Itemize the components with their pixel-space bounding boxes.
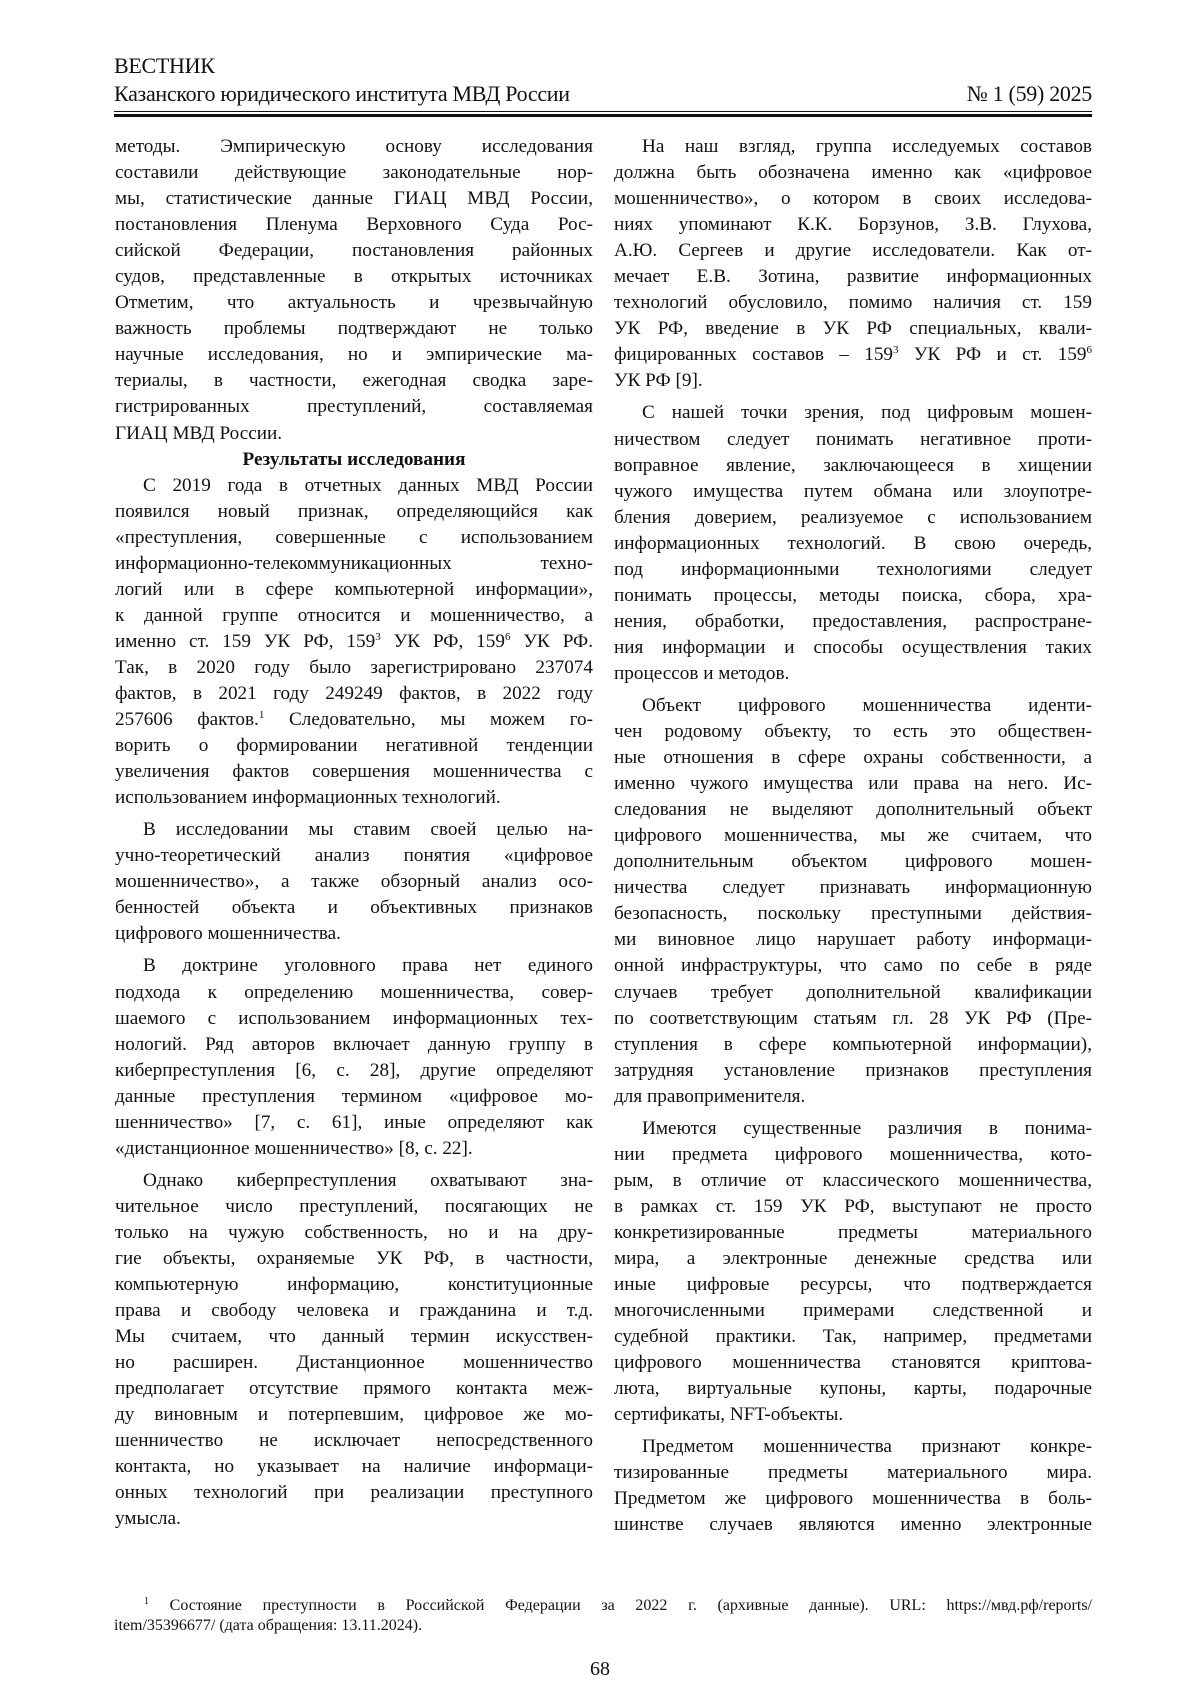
text-fragment: именно ст. 159 УК РФ, 159 — [115, 630, 376, 652]
superscript: 3 — [893, 344, 899, 357]
text-fragment: УК РФ и ст. 159 — [898, 344, 1087, 366]
text-line: затрудняя установление признаков преступления — [614, 1059, 1092, 1081]
text-line: гистрированных преступлений, составляемая — [115, 396, 593, 418]
text-fragment: УК РФ. — [510, 630, 593, 652]
footnote-line: item/35396677/ (дата обращения: 13.11.2024). — [114, 1617, 423, 1634]
paragraph-subject-of-fraud — [614, 1434, 1092, 1538]
text-line: конкретизированные предметы материального — [614, 1221, 1092, 1243]
text-line: должна быть обозначена именно как «цифровое — [614, 162, 1092, 184]
text-line: фактов, в 2021 году 249249 фактов, в 2022 году — [115, 682, 593, 704]
text-line: ниях упоминают К.К. Борзунов, З.В. Глухова, — [614, 214, 1092, 236]
footnote-marker: 1 — [144, 1596, 149, 1607]
text-line: ничества следует признавать информационную — [614, 877, 1092, 899]
text-line: дополнительным объектом цифрового мошен- — [614, 851, 1092, 873]
section-heading-results: Результаты исследования — [242, 448, 466, 470]
paragraph-statistics — [115, 473, 593, 812]
text-line: УК РФ, введение в УК РФ специальных, квали- — [614, 318, 1092, 340]
text-line: ные отношения в сфере охраны собственности, а — [614, 747, 1092, 769]
text-line: учно-теоретический анализ понятия «цифровое — [115, 845, 593, 867]
text-line: чительное число преступлений, посягающих не — [115, 1195, 593, 1217]
paragraph-object — [614, 693, 1092, 1110]
text-line: На наш взгляд, группа исследуемых составов — [642, 136, 1092, 157]
text-fragment: Следовательно, мы можем го- — [264, 709, 593, 731]
text-line: чен родовому объекту, то есть это обществен- — [614, 721, 1092, 743]
text-line: чужого имущества путем обмана или злоупотре- — [614, 480, 1092, 502]
text-line: воправное явление, заключающееся в хищении — [614, 454, 1092, 476]
text-line: мы, статистические данные ГИАЦ МВД России, — [115, 188, 593, 210]
text-line: появился новый признак, определяющийся как — [115, 500, 593, 522]
text-line: научные исследования, но и эмпирические ма- — [115, 344, 593, 366]
text-line: по соответствующим статьям гл. 28 УК РФ (Пре- — [614, 1007, 1092, 1029]
text-line: права и свободу человека и гражданина и т.д. — [115, 1300, 593, 1322]
text-line: В доктрине уголовного права нет единого — [143, 955, 593, 977]
text-line: Имеются существенные различия в понима- — [642, 1117, 1092, 1139]
text-line: безопасность, поскольку преступными действия- — [614, 903, 1092, 925]
paragraph-digital-fraud-term — [614, 134, 1092, 394]
text-line: цифрового мошенничества, мы же считаем, что — [614, 825, 1092, 847]
text-line: следования не выделяют дополнительный объект — [614, 799, 1092, 821]
text-line: информационно-телекоммуникационных техно- — [115, 552, 593, 574]
header-rule-thin — [114, 111, 1092, 112]
text-line: для правоприменителя. — [614, 1085, 806, 1107]
journal-subtitle-row — [114, 80, 1092, 108]
text-line: онной инфраструктуры, что само по себе в ряде — [614, 955, 1092, 977]
text-line: но расширен. Дистанционное мошенничество — [115, 1352, 593, 1374]
text-line: ми виновное лицо нарушает работу информаци- — [614, 929, 1092, 951]
text-line: Объект цифрового мошенничества иденти- — [642, 694, 1092, 716]
text-line: случаев требует дополнительной квалификации — [614, 981, 1092, 1003]
text-line: технологий обусловило, помимо наличия ст. 159 — [614, 292, 1092, 314]
left-column — [115, 134, 593, 1532]
text-line: только на чужую собственность, но и на дру- — [115, 1221, 593, 1243]
text-line: компьютерную информацию, конституционные — [115, 1274, 593, 1296]
text-line: судов, представленные в открытых источниках — [115, 266, 593, 288]
paragraph-definition — [614, 400, 1092, 687]
text-line: многочисленными примерами следственной и — [614, 1300, 1092, 1322]
journal-subtitle: Казанского юридического института МВД России — [114, 81, 570, 106]
text-line: териалы, в частности, ежегодная сводка заре- — [115, 370, 593, 392]
text-line: нения, обработки, предоставления, распростране- — [614, 610, 1092, 632]
text-line: гие объекты, охраняемые УК РФ, в частности, — [115, 1247, 593, 1269]
text-line: шенничество» [7, с. 61], иные определяют как — [115, 1111, 593, 1133]
text-line: Предметом мошенничества признают конкре- — [642, 1436, 1092, 1458]
text-line: ворить о формировании негативной тенденции — [115, 735, 593, 757]
text-line: ступления в сфере компьютерной информации), — [614, 1033, 1092, 1055]
text-line: ничеством следует понимать негативное проти- — [614, 428, 1092, 450]
superscript: 6 — [504, 630, 511, 643]
text-line: мечает Е.В. Зотина, развитие информационных — [614, 266, 1092, 288]
text-line: Предметом же цифрового мошенничества в боль- — [614, 1488, 1092, 1510]
text-line: ду виновным и потерпевшим, цифровое же мо- — [115, 1404, 593, 1426]
text-line: методы. Эмпирическую основу исследования — [115, 136, 593, 157]
text-line: сийской Федерации, постановления районных — [115, 240, 593, 262]
footnote-1 — [114, 1596, 1092, 1636]
text-line: подхода к определению мошенничества, совер- — [115, 981, 593, 1003]
text-line: А.Ю. Сергеев и другие исследователи. Как от- — [614, 240, 1092, 262]
text-line: Так, в 2020 году было зарегистрировано 237074 — [115, 656, 593, 678]
text-line: информационных технологий. В свою очередь, — [614, 532, 1092, 554]
footnote-line — [114, 1596, 1092, 1616]
journal-header — [114, 52, 1092, 108]
text-line: ГИАЦ МВД России. — [115, 422, 283, 444]
superscript: 3 — [375, 630, 381, 643]
text-line: С нашей точки зрения, под цифровым мошен- — [642, 402, 1092, 424]
text-line: шенничество не исключает непосредственного — [115, 1430, 593, 1452]
paragraph-cybercrime — [115, 1168, 593, 1533]
header-rule-thick — [114, 114, 1092, 117]
text-line: судебной практики. Так, например, предметами — [614, 1326, 1092, 1348]
text-line: «дистанционное мошенничество» [8, с. 22]. — [115, 1137, 473, 1159]
text-line: В исследовании мы ставим своей целью на- — [143, 819, 593, 841]
text-line: в рамках ст. 159 УК РФ, выступают не просто — [614, 1195, 1092, 1217]
text-line: рым, в отличие от классического мошенничества, — [614, 1169, 1092, 1191]
superscript: 6 — [1086, 344, 1092, 357]
text-line: постановления Пленума Верховного Суда Рос- — [115, 214, 593, 236]
text-line: понимать процессы, методы поиска, сбора, хра- — [614, 584, 1092, 606]
text-line: Мы считаем, что данный термин искусствен- — [115, 1326, 593, 1348]
text-line: предполагает отсутствие прямого контакта меж- — [115, 1378, 593, 1400]
text-line: контакта, но указывает на наличие информаци- — [115, 1456, 593, 1478]
paragraph-subject-differences — [614, 1116, 1092, 1429]
text-line: умысла. — [115, 1508, 181, 1530]
text-fragment: УК РФ, 159 — [380, 630, 505, 652]
journal-title: ВЕСТНИК — [114, 53, 215, 78]
text-line: киберпреступления [6, с. 28], другие определяют — [115, 1059, 593, 1081]
text-fragment: 257606 фактов. — [115, 709, 259, 731]
text-line: «преступления, совершенные с использованием — [115, 526, 593, 548]
text-line: нологий. Ряд авторов включает данную группу в — [115, 1033, 593, 1055]
header-double-rule — [114, 111, 1092, 117]
paragraph-doctrine — [115, 953, 593, 1161]
text-line: мира, а электронные денежные средства или — [614, 1247, 1092, 1269]
text-line: УК РФ [9]. — [614, 370, 703, 392]
page-number: 68 — [590, 1658, 610, 1680]
text-line: цифрового мошенничества. — [115, 923, 341, 945]
text-line: мошенничество», а также обзорный анализ осо- — [115, 871, 593, 893]
text-line: составили действующие законодательные нор- — [115, 162, 593, 184]
text-line: бенностей объекта и объективных признаков — [115, 897, 593, 919]
text-line: использованием информационных технологий. — [115, 787, 501, 809]
text-line — [115, 629, 593, 655]
text-line: ния информации и способы осуществления таких — [614, 636, 1092, 658]
paragraph-methods — [115, 134, 593, 447]
text-line: нии предмета цифрового мошенничества, кото- — [614, 1143, 1092, 1165]
paragraph-research-goal — [115, 817, 593, 947]
text-line — [115, 707, 593, 733]
text-line: Однако киберпреступления охватывают зна- — [143, 1169, 593, 1191]
text-line: цифрового мошенничества становятся криптова- — [614, 1352, 1092, 1374]
text-line: люта, виртуальные купоны, карты, подарочные — [614, 1378, 1092, 1400]
text-line: онных технологий при реализации преступного — [115, 1482, 593, 1504]
text-line: шинстве случаев являются именно электронные — [614, 1514, 1092, 1536]
text-line: важность проблемы подтверждают не только — [115, 318, 593, 340]
text-line: Отметим, что актуальность и чрезвычайную — [115, 292, 593, 314]
text-line: сертификаты, NFT-объекты. — [614, 1404, 844, 1426]
text-fragment: фицированных составов – 159 — [614, 344, 894, 366]
text-line: тизированные предметы материального мира. — [614, 1462, 1092, 1484]
footnote-text: Состояние преступности в Российской Федерации за 2022 г. (архивные данные). URL: https://мвд.рф/reports/ — [169, 1597, 1092, 1614]
text-line: иные цифровые ресурсы, что подтверждается — [614, 1274, 1092, 1296]
text-line: увеличения фактов совершения мошенничества с — [115, 761, 593, 783]
text-line: С 2019 года в отчетных данных МВД России — [143, 474, 593, 496]
text-line: логий или в сфере компьютерной информации», — [115, 578, 593, 600]
issue-number: № 1 (59) 2025 — [966, 81, 1092, 106]
text-line: мошенничество», о котором в своих исследова- — [614, 188, 1092, 210]
text-line: бления доверием, реализуемое с использованием — [614, 506, 1092, 528]
footnote-ref-1[interactable]: 1 — [258, 709, 265, 722]
text-line: именно чужого имущества или права на него. Ис- — [614, 773, 1092, 795]
text-line: шаемого с использованием информационных тех- — [115, 1007, 593, 1029]
text-line: процессов и методов. — [614, 662, 790, 684]
text-line: к данной группе относится и мошенничество, а — [115, 604, 593, 626]
text-line: данные преступления термином «цифровое мо- — [115, 1085, 593, 1107]
text-line — [614, 342, 1092, 368]
text-line: под информационными технологиями следует — [614, 558, 1092, 580]
right-column — [614, 134, 1092, 1538]
